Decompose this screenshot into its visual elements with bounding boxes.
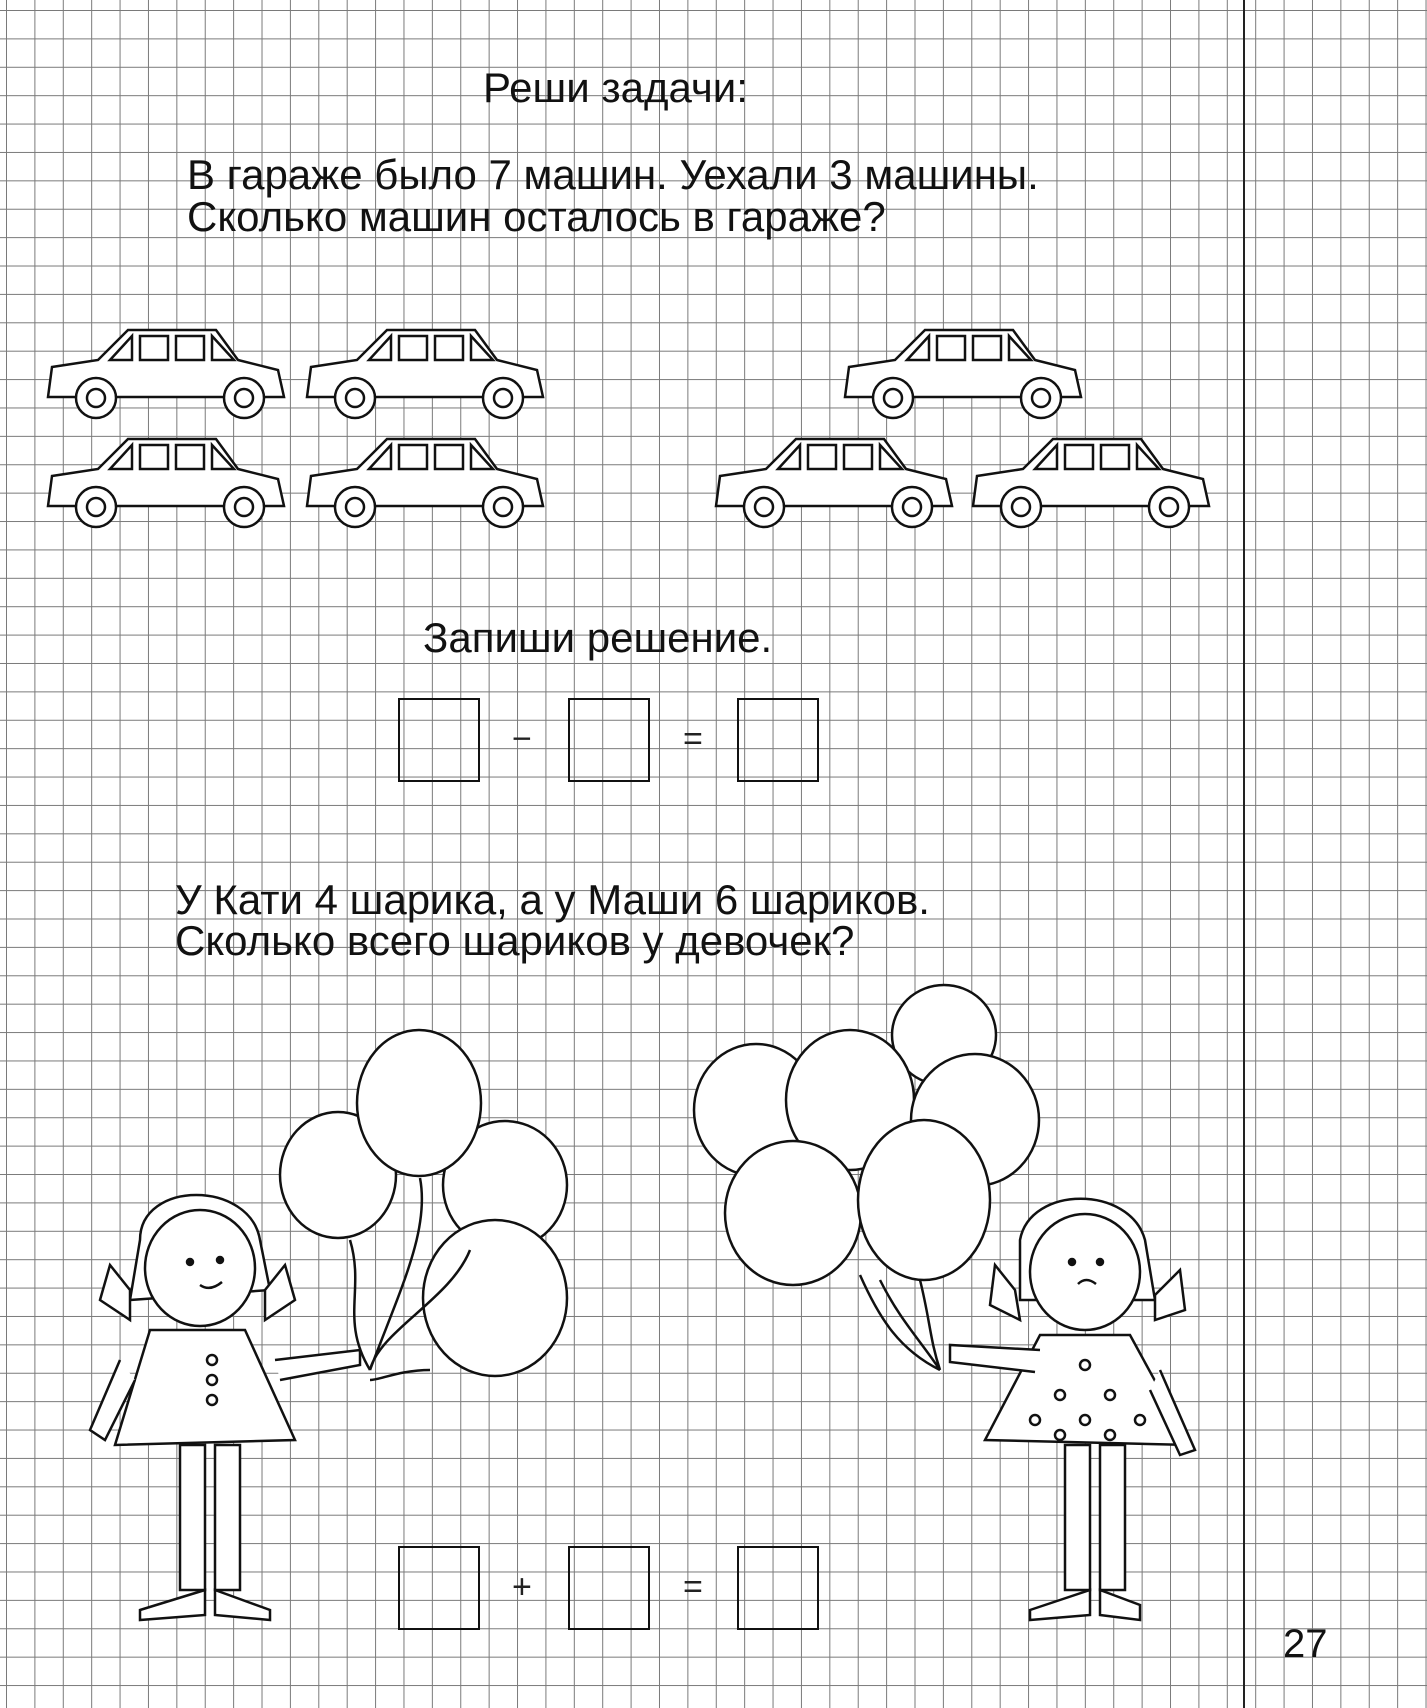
solution-label: Запиши решение. [423,614,773,661]
balloon-icon [858,1120,990,1280]
equals-sign: = [683,720,703,758]
balloon-icon [423,1220,567,1376]
problem1-line1: В гараже было 7 машин. Уехали 3 машины. [187,151,1039,198]
page-number: 27 [1283,1622,1328,1666]
problem2-line2: Сколько всего шариков у девочек? [175,917,855,964]
plus-sign: + [512,1568,532,1606]
car-icon [307,330,543,418]
car-icon [307,439,543,527]
minus-sign: − [512,720,532,758]
answer-box-subtrahend[interactable] [568,698,650,782]
car-icon [48,439,284,527]
problem2-line1: У Кати 4 шарика, а у Маши 6 шариков. [175,876,930,923]
answer-box-minuend[interactable] [398,698,480,782]
balloon-icon [725,1141,861,1285]
car-icon [973,439,1209,527]
balloon-icon [357,1030,481,1176]
answer-box-sum[interactable] [737,1546,819,1630]
girl-icon [90,1195,360,1620]
answer-box-addend1[interactable] [398,1546,480,1630]
car-icon [716,439,952,527]
girl-icon [950,1199,1195,1620]
problem1-line2: Сколько машин осталось в гараже? [187,193,886,240]
answer-box-difference[interactable] [737,698,819,782]
car-icon [48,330,284,418]
answer-box-addend2[interactable] [568,1546,650,1630]
car-icon [845,330,1081,418]
equals-sign: = [683,1568,703,1606]
page-title: Реши задачи: [483,64,748,111]
